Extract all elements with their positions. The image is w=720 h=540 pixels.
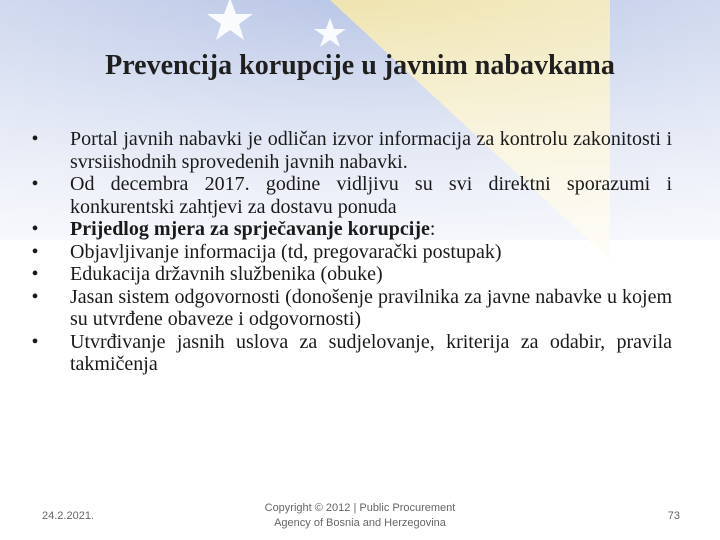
bullet-text: Portal javnih nabavki je odličan izvor informacija za kontrolu zakonitosti i svrsiishodnih sprovedenih javnih nabavki.: [70, 128, 672, 173]
bullet-item: [24, 128, 672, 173]
page-number: 73: [667, 510, 680, 522]
slide-title: Prevencija korupcije u javnim nabavkama: [105, 50, 615, 81]
bullet-dot: •: [31, 263, 39, 285]
footer-copyright: [230, 501, 490, 531]
bullet-dot: •: [31, 330, 39, 353]
bullet-suffix: :: [429, 218, 436, 240]
bullet-dot: •: [31, 285, 39, 308]
bullet-list: [24, 128, 672, 376]
bullet-dot: •: [31, 173, 39, 195]
bullet-text: Od decembra 2017. godine vidljivu su svi direktni sporazumi i konkurentski zahtjevi za dostavu ponuda: [70, 173, 672, 218]
bullet-text: Objavljivanje informacija (td, pregovarački postupak): [70, 240, 502, 263]
bullet-text: Utvrđivanje jasnih uslova za sudjelovanje, kriterija za odabir, pravila takmičenja: [70, 330, 672, 375]
bullet-dot: •: [31, 218, 39, 240]
copyright-line-2: Agency of Bosnia and Herzegovina: [274, 517, 446, 529]
bullet-text: Prijedlog mjera za sprječavanje korupcije: [70, 218, 430, 240]
bullet-dot: •: [31, 240, 39, 263]
bullet-item: [24, 218, 672, 241]
footer-date: 24.2.2021.: [42, 510, 94, 522]
bullet-item: [24, 263, 672, 286]
bullet-dot: •: [31, 128, 39, 150]
bullet-item: [24, 241, 672, 264]
copyright-line-1: Copyright © 2012 | Public Procurement: [264, 502, 456, 514]
bullet-item: [24, 173, 672, 218]
bullet-text: Edukacija državnih službenika (obuke): [70, 263, 383, 285]
bullet-item: [24, 286, 672, 331]
bullet-item: [24, 331, 672, 376]
bullet-text: Jasan sistem odgovornosti (donošenje pravilnika za javne nabavke u kojem su utvrđene obaveze i odgovornosti): [70, 285, 672, 330]
